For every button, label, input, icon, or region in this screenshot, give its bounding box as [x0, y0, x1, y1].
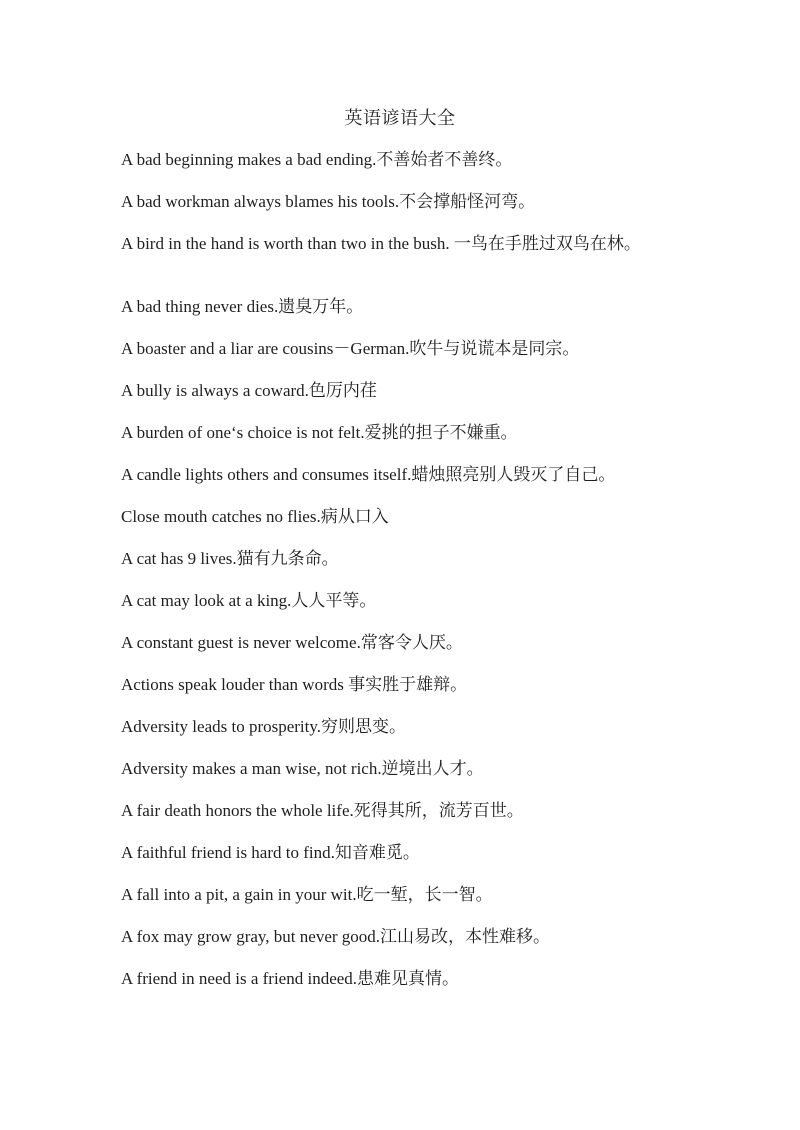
proverb-line: A fair death honors the whole life.死得其所，流芳百世。 — [121, 801, 524, 820]
proverb-line: A burden of one‘s choice is not felt.爱挑的担子不嫌重。 — [121, 423, 518, 442]
proverb-line: A bad thing never dies.遗臭万年。 — [121, 297, 364, 316]
proverb-line: A candle lights others and consumes itself.蜡烛照亮别人毁灭了自己。 — [121, 465, 616, 484]
proverb-line: Adversity makes a man wise, not rich.逆境出人才。 — [121, 759, 484, 778]
proverb-line: Close mouth catches no flies.病从口入 — [121, 507, 389, 526]
proverb-line: Adversity leads to prosperity.穷则思变。 — [121, 717, 407, 736]
proverb-line: A constant guest is never welcome.常客令人厌。 — [121, 633, 463, 652]
proverb-line: A fox may grow gray, but never good.江山易改，本性难移。 — [121, 927, 551, 946]
proverb-line: A bad beginning makes a bad ending.不善始者不善终。 — [121, 150, 513, 169]
proverb-line: A cat may look at a king.人人平等。 — [121, 591, 377, 610]
proverb-line: A bird in the hand is worth than two in the bush. 一鸟在手胜过双鸟在林。 — [121, 234, 641, 253]
proverb-list — [121, 148, 761, 1009]
proverb-line: A friend in need is a friend indeed.患难见真情。 — [121, 969, 460, 988]
proverb-line: A fall into a pit, a gain in your wit.吃一堑，长一智。 — [121, 885, 493, 904]
proverb-line: A boaster and a liar are cousins－German.吹牛与说谎本是同宗。 — [121, 339, 580, 358]
proverb-line: A cat has 9 lives.猫有九条命。 — [121, 549, 339, 568]
proverb-line: A bully is always a coward.色厉内荏 — [121, 381, 377, 400]
proverb-line: Actions speak louder than words 事实胜于雄辩。 — [121, 675, 468, 694]
proverb-line: A faithful friend is hard to find.知音难觅。 — [121, 843, 420, 862]
proverb-line: A bad workman always blames his tools.不会撑船怪河弯。 — [121, 192, 536, 211]
document-title: 英语谚语大全 — [344, 108, 456, 128]
